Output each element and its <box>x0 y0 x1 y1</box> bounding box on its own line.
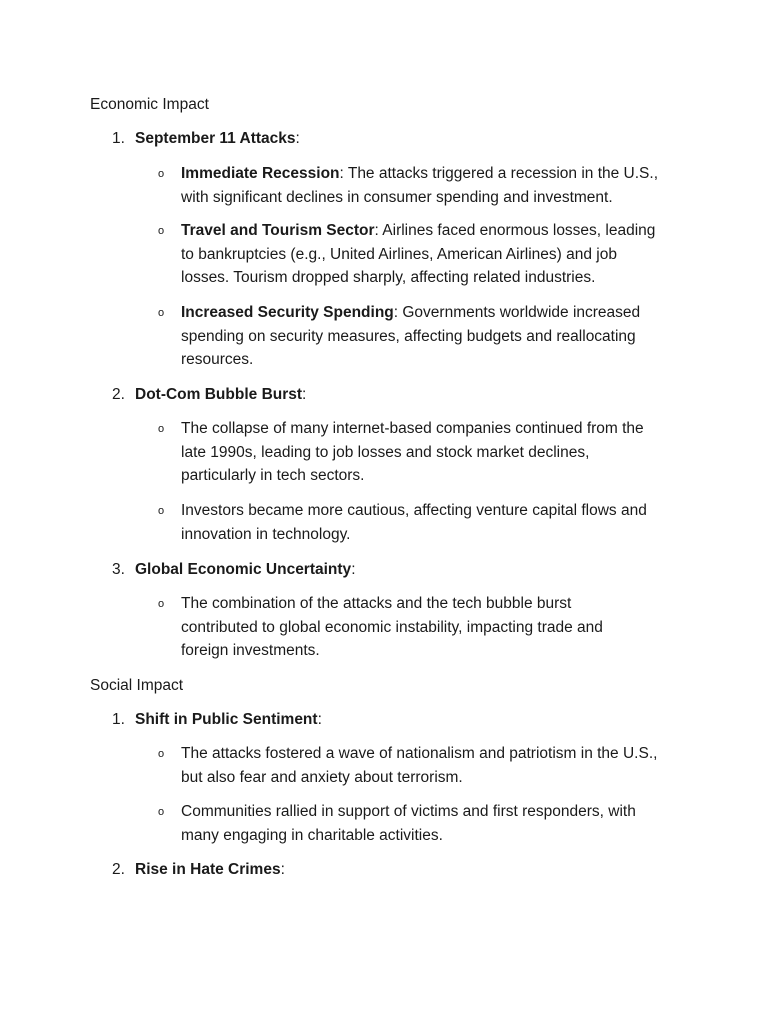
bullet-text <box>181 417 681 488</box>
numbered-item <box>112 383 306 407</box>
bullet-bold-term: Immediate Recession <box>181 165 340 182</box>
item-title: Dot-Com Bubble Burst <box>135 386 303 403</box>
bullet-line: foreign investments. <box>181 642 320 659</box>
bullet-line: late 1990s, leading to job losses and stock market declines, <box>181 443 590 461</box>
item-suffix: : <box>351 561 356 578</box>
bullet-marker: o <box>158 225 165 237</box>
bullet-line: to bankruptcies (e.g., United Airlines, American Airlines) and job <box>181 245 617 263</box>
bullet-text <box>181 219 681 290</box>
bullet-marker: o <box>158 168 165 180</box>
bullet-line: spending on security measures, affecting budgets and reallocating <box>181 327 636 345</box>
item-number: 2. <box>112 861 125 878</box>
bullet-text <box>181 301 681 372</box>
item-suffix: : <box>280 861 285 878</box>
bullet-marker: o <box>158 806 165 818</box>
bullet-line: : The attacks triggered a recession in the U.S., <box>339 165 658 182</box>
bullet-bold-term: Travel and Tourism Sector <box>181 222 375 239</box>
numbered-item <box>112 127 300 151</box>
item-number: 1. <box>112 711 125 728</box>
bullet-text <box>181 499 681 546</box>
bullet-bold-term: Increased Security Spending <box>181 304 394 321</box>
bullet-line: The collapse of many internet-based companies continued from the <box>181 420 644 437</box>
bullet-text <box>181 592 681 663</box>
bullet-line: The attacks fostered a wave of nationalism and patriotism in the U.S., <box>181 745 658 762</box>
bullet-line: : Governments worldwide increased <box>393 304 641 321</box>
bullet-marker: o <box>158 598 165 610</box>
bullet-text <box>181 162 681 209</box>
bullet-marker: o <box>158 423 165 435</box>
numbered-item <box>112 858 285 882</box>
item-suffix: : <box>295 130 300 147</box>
item-number: 3. <box>112 561 125 578</box>
bullet-text <box>181 800 681 847</box>
item-title: Shift in Public Sentiment <box>135 711 318 728</box>
bullet-line: contributed to global economic instability, impacting trade and <box>181 618 603 636</box>
bullet-line: but also fear and anxiety about terrorism. <box>181 768 463 786</box>
bullet-line: Investors became more cautious, affecting venture capital flows and <box>181 502 647 519</box>
bullet-line: with significant declines in consumer spending and investment. <box>181 188 613 206</box>
bullet-text <box>181 742 681 789</box>
bullet-marker: o <box>158 307 165 319</box>
bullet-line: : Airlines faced enormous losses, leading <box>374 222 656 239</box>
item-suffix: : <box>302 386 307 403</box>
item-title: Rise in Hate Crimes <box>135 861 281 878</box>
section-heading: Economic Impact <box>90 96 209 113</box>
bullet-marker: o <box>158 505 165 517</box>
bullet-marker: o <box>158 748 165 760</box>
item-title: September 11 Attacks <box>135 130 296 147</box>
section-heading: Social Impact <box>90 677 184 694</box>
numbered-item <box>112 558 356 582</box>
item-number: 2. <box>112 386 125 403</box>
bullet-line: innovation in technology. <box>181 525 351 543</box>
item-suffix: : <box>317 711 322 728</box>
numbered-item <box>112 708 322 732</box>
item-title: Global Economic Uncertainty <box>135 561 352 578</box>
item-number: 1. <box>112 130 125 147</box>
bullet-line: losses. Tourism dropped sharply, affecting related industries. <box>181 269 596 286</box>
bullet-line: resources. <box>181 351 254 368</box>
bullet-line: Communities rallied in support of victims and first responders, with <box>181 803 636 820</box>
bullet-line: many engaging in charitable activities. <box>181 826 443 844</box>
bullet-line: particularly in tech sectors. <box>181 467 365 484</box>
bullet-line: The combination of the attacks and the tech bubble burst <box>181 595 572 612</box>
